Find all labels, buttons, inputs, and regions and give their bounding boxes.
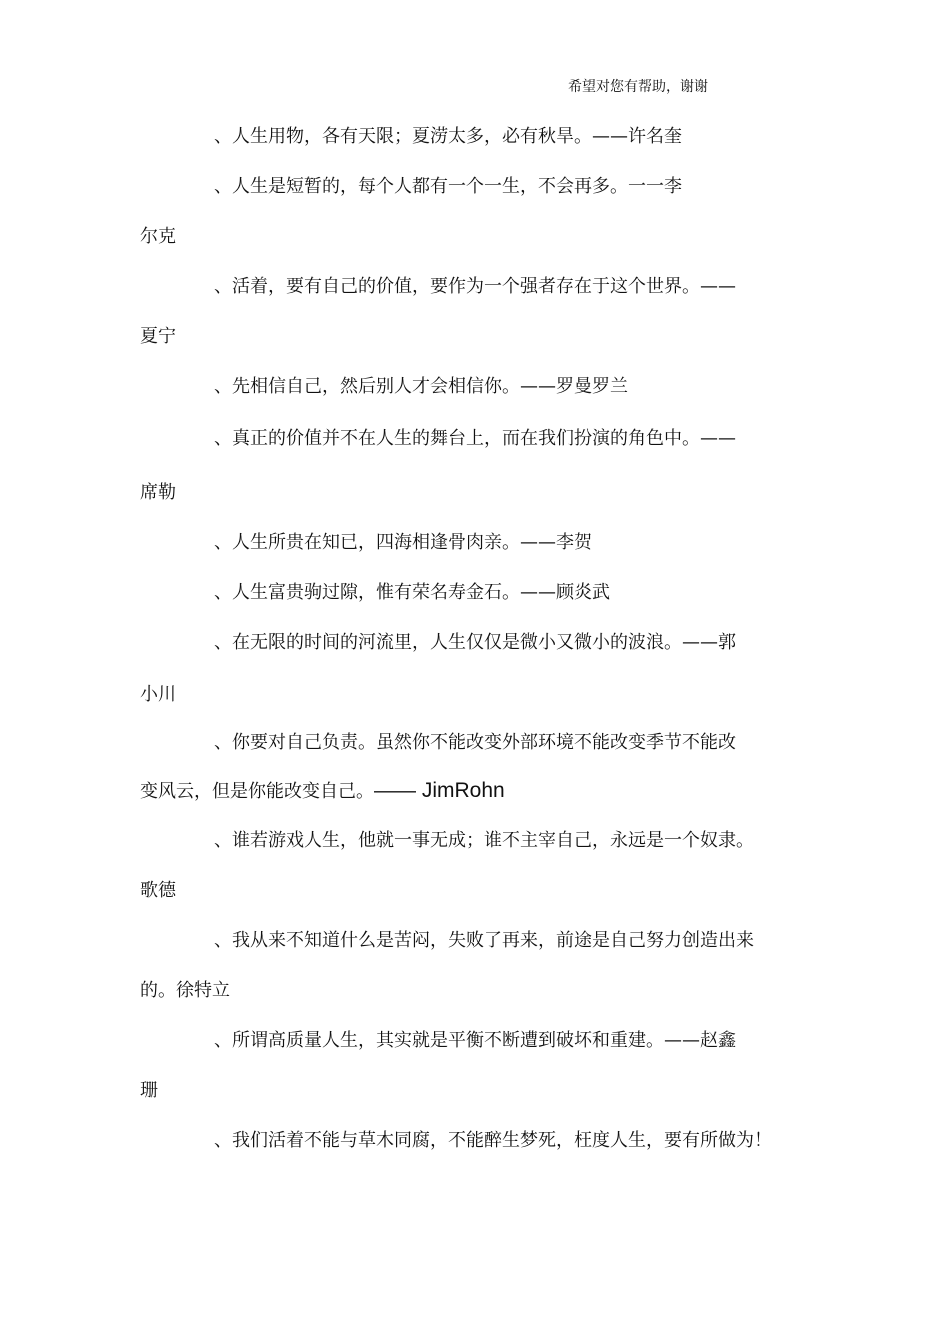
- quote-12-line-2: 珊: [140, 1080, 158, 1101]
- header-note: 希望对您有帮助，谢谢: [568, 79, 708, 95]
- quote-5-line-2: 席勒: [140, 482, 176, 503]
- quote-8-line-2: 小川: [140, 684, 176, 705]
- quote-1-line-1: 、人生用物，各有天限；夏涝太多，必有秋旱。——许名奎: [214, 126, 682, 147]
- quote-8-line-1: 、在无限的时间的河流里，人生仅仅是微小又微小的波浪。——郭: [214, 632, 736, 653]
- quote-9-line-2: [140, 780, 505, 803]
- quote-7-line-1: 、人生富贵驹过隙，惟有荣名寿金石。——顾炎武: [214, 582, 610, 603]
- quote-10-line-2: 歌德: [140, 880, 176, 901]
- quote-11-line-1: 、我从来不知道什么是苦闷，失败了再来，前途是自己努力创造出来: [214, 930, 754, 951]
- quote-9-line-2-text: 变风云，但是你能改变自己。: [140, 781, 374, 802]
- quote-2-line-2: 尔克: [140, 226, 176, 247]
- quote-10-line-1: 、谁若游戏人生，他就一事无成；谁不主宰自己，永远是一个奴隶。: [214, 830, 754, 851]
- quote-3-line-1: 、活着，要有自己的价值，要作为一个强者存在于这个世界。——: [214, 276, 736, 297]
- quote-9-author: —— JimRohn: [374, 779, 505, 802]
- quote-4-line-1: 、先相信自己，然后别人才会相信你。——罗曼罗兰: [214, 376, 628, 397]
- quote-5-line-1: 、真正的价值并不在人生的舞台上，而在我们扮演的角色中。——: [214, 428, 736, 449]
- quote-2-line-1: 、人生是短暂的，每个人都有一个一生，不会再多。一一李: [214, 176, 682, 197]
- quote-3-line-2: 夏宁: [140, 326, 176, 347]
- quote-13-line-1: 、我们活着不能与草木同腐，不能醉生梦死，枉度人生，要有所做为！: [214, 1130, 772, 1151]
- quote-12-line-1: 、所谓高质量人生，其实就是平衡不断遭到破坏和重建。——赵鑫: [214, 1030, 736, 1051]
- quote-11-line-2: 的。徐特立: [140, 980, 230, 1001]
- quote-6-line-1: 、人生所贵在知已，四海相逢骨肉亲。——李贺: [214, 532, 592, 553]
- quote-9-line-1: 、你要对自己负责。虽然你不能改变外部环境不能改变季节不能改: [214, 732, 736, 753]
